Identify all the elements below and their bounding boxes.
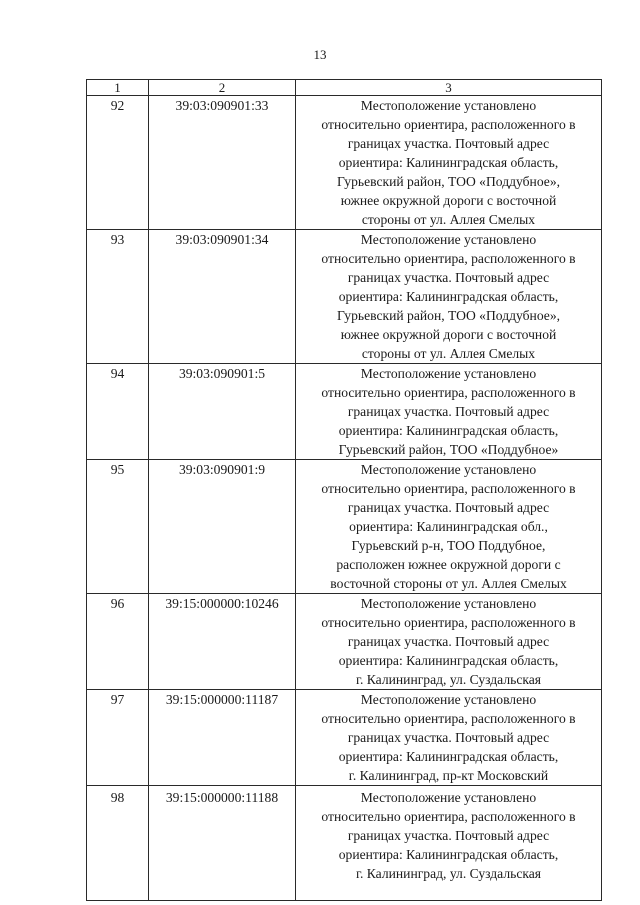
description-line: Гурьевский район, ТОО «Поддубное»,: [336, 308, 561, 323]
table-row: [87, 364, 602, 460]
table-header-row: [87, 80, 602, 96]
description-line: Местоположение установлено: [360, 366, 537, 381]
table-row: [87, 230, 602, 364]
description-line: границах участка. Почтовый адрес: [347, 136, 550, 151]
description-line: границах участка. Почтовый адрес: [347, 404, 550, 419]
description-line: относительно ориентира, расположенного в: [321, 809, 576, 824]
description-line: относительно ориентира, расположенного в: [321, 117, 576, 132]
page-number: 13: [313, 47, 327, 62]
description-line: относительно ориентира, расположенного в: [321, 481, 576, 496]
description-line: расположен южнее окружной дороги с: [336, 557, 561, 572]
description-line: г. Калининград, ул. Суздальская: [355, 866, 542, 881]
location-description-cell: [296, 594, 602, 690]
cadastral-number-cell: 39:03:090901:33: [149, 96, 296, 230]
description-line: Гурьевский район, ТОО «Поддубное»,: [336, 174, 561, 189]
description-line: границах участка. Почтовый адрес: [347, 500, 550, 515]
column-header-1: 1: [87, 80, 149, 96]
description-line: ориентира: Калининградская область,: [338, 847, 559, 862]
table-body: [87, 96, 602, 901]
row-number-cell: 97: [87, 690, 149, 786]
cadastral-number-cell: 39:15:000000:11188: [149, 786, 296, 901]
description-line: ориентира: Калининградская область,: [338, 653, 559, 668]
description-line: Местоположение установлено: [360, 462, 537, 477]
description-line: Местоположение установлено: [360, 596, 537, 611]
table-row: [87, 690, 602, 786]
row-number-cell: 98: [87, 786, 149, 901]
location-description-cell: [296, 96, 602, 230]
row-number-cell: 94: [87, 364, 149, 460]
cadastral-number-cell: 39:03:090901:9: [149, 460, 296, 594]
description-line: Местоположение установлено: [360, 790, 537, 805]
cadastral-number-cell: 39:03:090901:5: [149, 364, 296, 460]
location-description-cell: [296, 690, 602, 786]
row-number-cell: 96: [87, 594, 149, 690]
description-line: границах участка. Почтовый адрес: [347, 270, 550, 285]
description-line: ориентира: Калининградская область,: [338, 289, 559, 304]
description-line: границах участка. Почтовый адрес: [347, 634, 550, 649]
cadastral-number-cell: 39:15:000000:10246: [149, 594, 296, 690]
description-line: относительно ориентира, расположенного в: [321, 711, 576, 726]
row-number-cell: 92: [87, 96, 149, 230]
description-line: Местоположение установлено: [360, 232, 537, 247]
description-line: стороны от ул. Аллея Смелых: [361, 346, 536, 361]
cadastral-number-cell: 39:03:090901:34: [149, 230, 296, 364]
row-number-cell: 93: [87, 230, 149, 364]
description-line: относительно ориентира, расположенного в: [321, 615, 576, 630]
description-line: Гурьевский р-н, ТОО Поддубное,: [351, 538, 546, 553]
description-line: границах участка. Почтовый адрес: [347, 730, 550, 745]
description-line: восточной стороны от ул. Аллея Смелых: [330, 576, 567, 591]
description-line: ориентира: Калининградская область,: [338, 749, 559, 764]
land-plots-table: [86, 79, 602, 901]
column-header-3: 3: [296, 80, 602, 96]
description-line: относительно ориентира, расположенного в: [321, 385, 576, 400]
description-line: относительно ориентира, расположенного в: [321, 251, 576, 266]
table-row: [87, 96, 602, 230]
row-number-cell: 95: [87, 460, 149, 594]
column-header-2: 2: [149, 80, 296, 96]
description-line: г. Калининград, ул. Суздальская: [355, 672, 542, 687]
description-line: ориентира: Калининградская область,: [338, 155, 559, 170]
description-line: ориентира: Калининградская обл.,: [349, 519, 548, 534]
location-description-cell: [296, 460, 602, 594]
description-line: ориентира: Калининградская область,: [338, 423, 559, 438]
table-row: [87, 594, 602, 690]
description-line: границах участка. Почтовый адрес: [347, 828, 550, 843]
table-row: [87, 786, 602, 901]
location-description-cell: [296, 786, 602, 901]
description-line: г. Калининград, пр-кт Московский: [348, 768, 549, 783]
location-description-cell: [296, 230, 602, 364]
description-line: Местоположение установлено: [360, 692, 537, 707]
description-line: Гурьевский район, ТОО «Поддубное»: [338, 442, 559, 457]
table-row: [87, 460, 602, 594]
description-line: стороны от ул. Аллея Смелых: [361, 212, 536, 227]
description-line: Местоположение установлено: [360, 98, 537, 113]
description-line: южнее окружной дороги с восточной: [340, 327, 557, 342]
cadastral-number-cell: 39:15:000000:11187: [149, 690, 296, 786]
location-description-cell: [296, 364, 602, 460]
description-line: южнее окружной дороги с восточной: [340, 193, 557, 208]
